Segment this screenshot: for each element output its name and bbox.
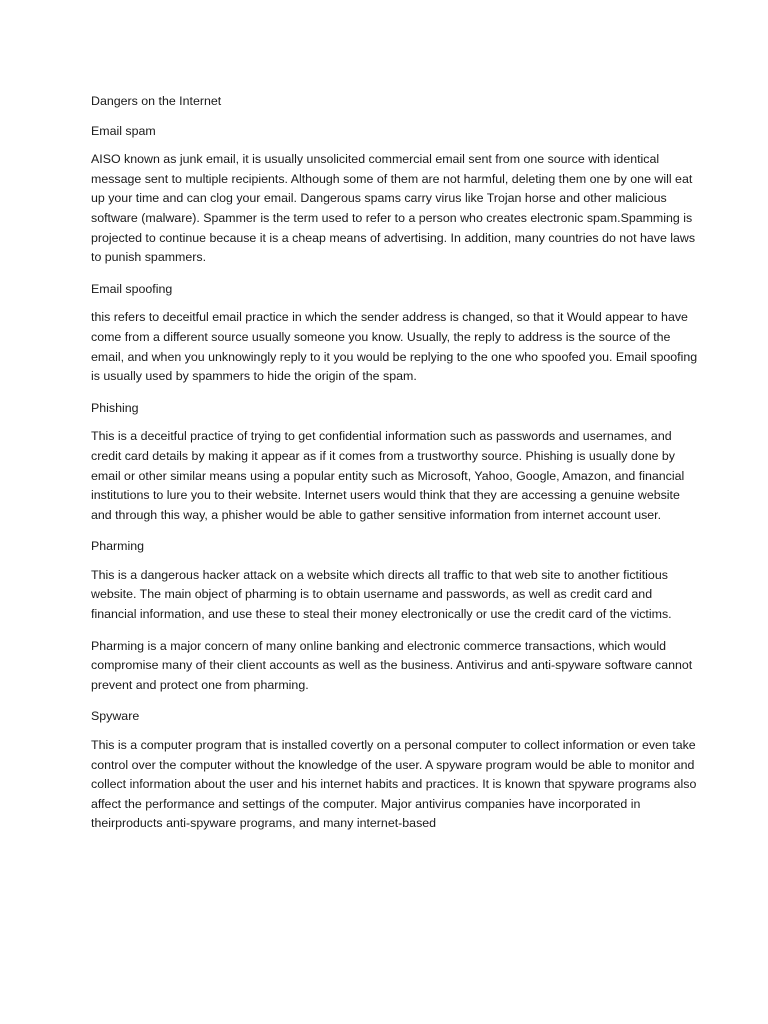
section-paragraph: Pharming is a major concern of many online banking and electronic commerce transactions, which would compromise many of their client accounts as well as the business. Antivirus and anti-spyware software cannot prevent and protect one from pharming.: [91, 638, 693, 692]
section-paragraph: This is a deceitful practice of trying to get confidential information such as passwords and usernames, and credit card details by making it appear as if it comes from a trustworthy source. Phishing is usually done by email or other similar means using a popular entity such as Microsoft, Yahoo, Google, Amazon, and financial institutions to lure you to their website. Internet users would think that they are accessing a genuine website and through this way, a phisher would be able to gather sensitive information from internet account user.: [91, 429, 685, 522]
section-paragraph: This is a computer program that is installed covertly on a personal computer to collect information or even take control over the computer without the knowledge of the user. A spyware program would be able to monitor and collect information about the user and his internet habits and practices. It is known that spyware programs also affect the performance and settings of the computer. Major antivirus companies have incorporated in theirproducts anti-spyware programs, and many internet-based: [91, 738, 697, 831]
section-email-spoofing: [91, 280, 698, 387]
section-email-spam: [91, 122, 698, 268]
section-heading: Email spoofing: [91, 281, 173, 296]
section-heading: Email spam: [91, 123, 156, 138]
document-title: Dangers on the Internet: [91, 94, 222, 108]
section-phishing: [91, 399, 698, 526]
section-paragraph: This is a dangerous hacker attack on a website which directs all traffic to that web site to another fictitious website. The main object of pharming is to obtain username and passwords, as well as credit card and financial information, and use these to steal their money electronically or use the credit card of the victims.: [91, 567, 672, 622]
section-spyware: [91, 707, 698, 834]
section-heading: Spyware: [91, 709, 140, 724]
section-paragraph: AISO known as junk email, it is usually unsolicited commercial email sent from one source with identical message sent to multiple recipients. Although some of them are not harmful, deleting them one by one will eat up your time and can clog your email. Dangerous spams carry virus like Trojan horse and other malicious software (malware). Spammer is the term used to refer to a person who creates electronic spam.Spamming is projected to continue because it is a cheap means of advertising. In addition, many countries do not have laws to punish spammers.: [91, 152, 696, 265]
section-paragraph: this refers to deceitful email practice in which the sender address is changed, so that it Would appear to have come from a different source usually someone you know. Usually, the reply to address is the source of the email, and when you unknowingly reply to it you would be replying to the one who spoofed you. Email spoofing is usually used by spammers to hide the origin of the spam.: [91, 310, 698, 384]
section-heading: Phishing: [91, 400, 139, 415]
section-pharming: [91, 537, 698, 695]
section-heading: Pharming: [91, 539, 145, 554]
